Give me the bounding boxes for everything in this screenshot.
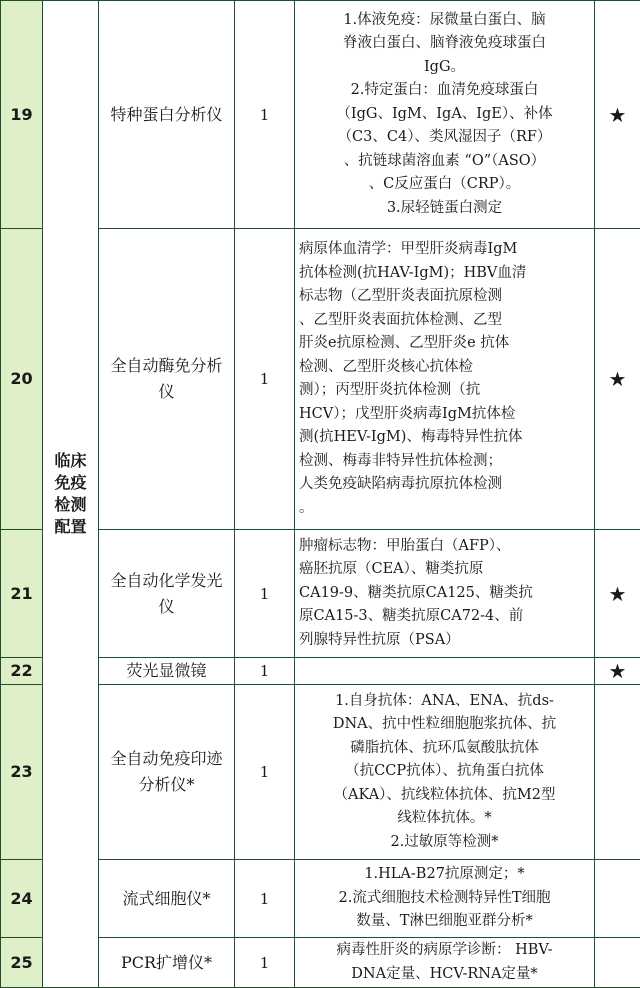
description-line: 、乙型肝炎表面抗体检测、乙型 — [299, 309, 590, 333]
description — [295, 938, 595, 988]
description-line: 检测、乙型肝炎核心抗体检 — [299, 356, 590, 380]
description — [295, 860, 595, 938]
description-line: （IgG、IgM、IgA、IgE）、补体 — [299, 103, 590, 127]
equipment-name: PCR扩增仪* — [99, 938, 235, 988]
row-number: 23 — [1, 685, 43, 860]
description-line: 检测、梅毒非特异性抗体检测； — [299, 450, 590, 474]
description-line: 2.流式细胞技术检测特异性T细胞 — [299, 887, 590, 911]
row-number: 22 — [1, 658, 43, 685]
description-line: DNA、抗中性粒细胞胞浆抗体、抗 — [299, 713, 590, 737]
description-line: 1.自身抗体：ANA、ENA、抗ds- — [299, 690, 590, 714]
quantity: 1 — [235, 938, 295, 988]
quantity: 1 — [235, 658, 295, 685]
description — [295, 1, 595, 229]
star-mark — [595, 860, 640, 938]
description-line: 标志物（乙型肝炎表面抗原检测 — [299, 285, 590, 309]
description-line: 2.特定蛋白：血清免疫球蛋白 — [299, 79, 590, 103]
quantity: 1 — [235, 685, 295, 860]
description-line: 肿瘤标志物：甲胎蛋白（AFP）、 — [299, 535, 590, 559]
description-line: DNA定量、HCV-RNA定量* — [299, 963, 590, 987]
description-line: （C3、C4）、类风湿因子（RF） — [299, 126, 590, 150]
category-label: 临床免疫检测配置 — [51, 450, 91, 538]
description-line: 1.HLA-B27抗原测定；* — [299, 863, 590, 887]
description-line: 磷脂抗体、抗环瓜氨酸肽抗体 — [299, 737, 590, 761]
description-line: 病毒性肝炎的病原学诊断： HBV- — [299, 939, 590, 963]
description — [295, 658, 595, 685]
description-line: 癌胚抗原（CEA）、糖类抗原 — [299, 558, 590, 582]
equipment-name: 荧光显微镜 — [99, 658, 235, 685]
description-line: 。 — [299, 497, 590, 521]
description-line: 脊液白蛋白、脑脊液免疫球蛋白 — [299, 32, 590, 56]
description-line: 人类免疫缺陷病毒抗原抗体检测 — [299, 473, 590, 497]
quantity: 1 — [235, 1, 295, 229]
equipment-name: 特种蛋白分析仪 — [99, 1, 235, 229]
description-line: 测(抗HEV-IgM)、梅毒特异性抗体 — [299, 426, 590, 450]
description-line: 数量、T淋巴细胞亚群分析* — [299, 910, 590, 934]
description-line: 抗体检测(抗HAV-IgM)；HBV血清 — [299, 262, 590, 286]
description-line: IgG。 — [299, 56, 590, 80]
description-line: CA19-9、糖类抗原CA125、糖类抗 — [299, 582, 590, 606]
star-mark: ★ — [595, 1, 640, 229]
description-line: 线粒体抗体。* — [299, 807, 590, 831]
table-row — [1, 1, 640, 229]
row-number: 21 — [1, 530, 43, 658]
description-line: 原CA15-3、糖类抗原CA72-4、前 — [299, 605, 590, 629]
category-cell — [43, 1, 99, 988]
row-number: 25 — [1, 938, 43, 988]
description-line: 测）；丙型肝炎抗体检测（抗 — [299, 379, 590, 403]
star-mark: ★ — [595, 530, 640, 658]
equipment-name: 全自动酶免分析仪 — [99, 229, 235, 530]
description-line: （AKA）、抗线粒体抗体、抗M2型 — [299, 784, 590, 808]
description-line: 2.过敏原等检测* — [299, 831, 590, 855]
description-line: 1.体液免疫：尿微量白蛋白、脑 — [299, 9, 590, 33]
description-line: 3.尿轻链蛋白测定 — [299, 197, 590, 221]
description-line: （抗CCP抗体）、抗角蛋白抗体 — [299, 760, 590, 784]
row-number: 19 — [1, 1, 43, 229]
star-mark: ★ — [595, 229, 640, 530]
quantity: 1 — [235, 229, 295, 530]
star-mark: ★ — [595, 658, 640, 685]
row-number: 20 — [1, 229, 43, 530]
description-line: HCV）；戊型肝炎病毒IgM抗体检 — [299, 403, 590, 427]
description — [295, 685, 595, 860]
star-mark — [595, 938, 640, 988]
equipment-name: 流式细胞仪* — [99, 860, 235, 938]
description-line: 病原体血清学：甲型肝炎病毒IgM — [299, 238, 590, 262]
quantity: 1 — [235, 860, 295, 938]
quantity: 1 — [235, 530, 295, 658]
description-line: 、C反应蛋白（CRP）。 — [299, 173, 590, 197]
equipment-name: 全自动免疫印迹分析仪* — [99, 685, 235, 860]
description-line: 肝炎e抗原检测、乙型肝炎e 抗体 — [299, 332, 590, 356]
description-line: 、抗链球菌溶血素 “O”（ASO） — [299, 150, 590, 174]
description-line: 列腺特异性抗原（PSA） — [299, 629, 590, 653]
description — [295, 229, 595, 530]
equipment-name: 全自动化学发光仪 — [99, 530, 235, 658]
description — [295, 530, 595, 658]
row-number: 24 — [1, 860, 43, 938]
star-mark — [595, 685, 640, 860]
